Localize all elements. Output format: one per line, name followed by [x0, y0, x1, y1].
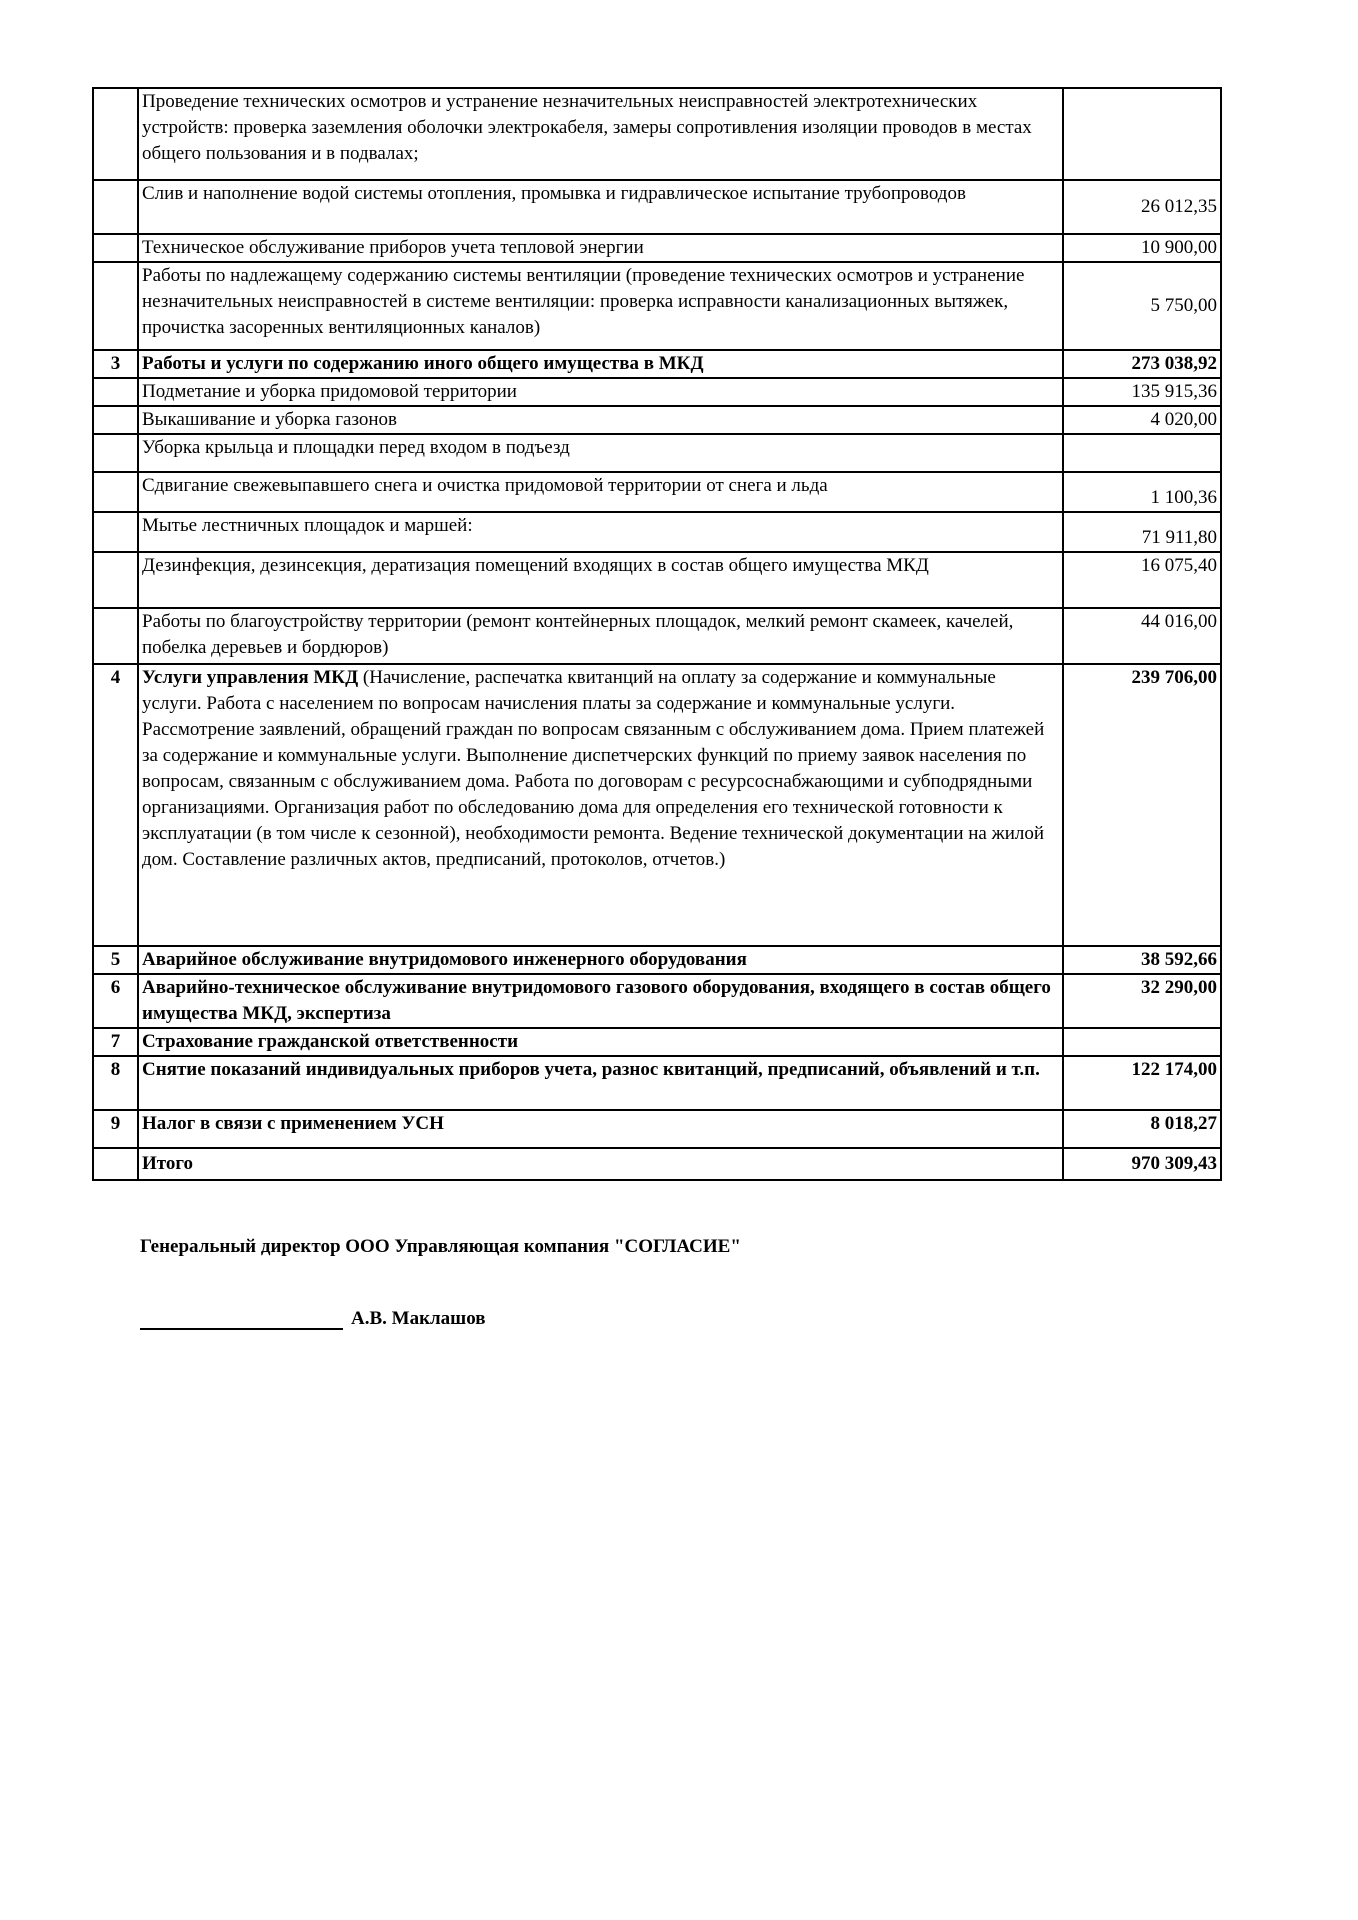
table-row	[93, 1110, 1221, 1148]
row-description: Аварийно-техническое обслуживание внутридомового газового оборудования, входящего в состав общего имущества МКД, экспертиза	[138, 974, 1063, 1028]
table-row	[93, 664, 1221, 946]
row-amount: 273 038,92	[1063, 350, 1221, 378]
row-amount: 16 075,40	[1063, 552, 1221, 608]
row-number: 5	[93, 946, 138, 974]
table-row	[93, 946, 1221, 974]
total-amount: 970 309,43	[1063, 1148, 1221, 1180]
row-amount: 239 706,00	[1063, 664, 1221, 946]
row-description: Работы и услуги по содержанию иного общего имущества в МКД	[138, 350, 1063, 378]
row-description: Налог в связи с применением УСН	[138, 1110, 1063, 1148]
row-number	[93, 472, 138, 512]
table-row	[93, 974, 1221, 1028]
row-amount	[1063, 434, 1221, 472]
row-number	[93, 378, 138, 406]
row-description: Страхование гражданской ответственности	[138, 1028, 1063, 1056]
row-amount: 135 915,36	[1063, 378, 1221, 406]
row-description	[138, 664, 1063, 946]
total-label: Итого	[138, 1148, 1063, 1180]
row-number	[93, 512, 138, 552]
row-description: Работы по благоустройству территории (ремонт контейнерных площадок, мелкий ремонт скамеек, качелей, побелка деревьев и бордюров)	[138, 608, 1063, 664]
signatory-name: А.В. Маклашов	[351, 1308, 486, 1329]
table-row	[93, 234, 1221, 262]
row-number: 4	[93, 664, 138, 946]
row-description: Дезинфекция, дезинсекция, дератизация помещений входящих в состав общего имущества МКД	[138, 552, 1063, 608]
table-row	[93, 1056, 1221, 1110]
row-amount	[1063, 1028, 1221, 1056]
row-amount: 10 900,00	[1063, 234, 1221, 262]
row-description: Мытье лестничных площадок и маршей:	[138, 512, 1063, 552]
table-row	[93, 378, 1221, 406]
row-description-bold: Услуги управления МКД	[142, 667, 359, 688]
table-row	[93, 1028, 1221, 1056]
signature-blank	[140, 1308, 343, 1330]
row-amount: 1 100,36	[1063, 472, 1221, 512]
row-number	[93, 88, 138, 180]
total-row	[93, 1148, 1221, 1180]
row-number	[93, 262, 138, 350]
row-amount: 38 592,66	[1063, 946, 1221, 974]
row-description: Техническое обслуживание приборов учета тепловой энергии	[138, 234, 1063, 262]
row-number: 3	[93, 350, 138, 378]
services-table	[92, 87, 1222, 1181]
table-row	[93, 512, 1221, 552]
row-description: Уборка крыльца и площадки перед входом в подъезд	[138, 434, 1063, 472]
row-number	[93, 552, 138, 608]
row-number: 7	[93, 1028, 138, 1056]
signature-line	[140, 1308, 486, 1330]
row-amount: 26 012,35	[1063, 180, 1221, 234]
row-amount	[1063, 88, 1221, 180]
row-description-detail: (Начисление, распечатка квитанций на оплату за содержание и коммунальные услуги. Работа с населением по вопросам начисления платы за содержание и коммунальные услуги. Рассмотрение заявлений, обращений граждан по вопросам связанным с обслуживанием дома. Прием платежей за содержание и коммунальные услуги. Выполнение диспетчерских функций по приему заявок населения по вопросам, связанным с обслуживанием дома. Работа по договорам с ресурсоснабжающими и субподрядными организациями. Организация работ по обследованию дома для определения его технической готовности к эксплуатации (в том числе к сезонной), необходимости ремонта. Ведение технической документации на жилой дом. Составление различных актов, предписаний, протоколов, отчетов.)	[142, 667, 1045, 870]
row-number: 6	[93, 974, 138, 1028]
row-amount: 122 174,00	[1063, 1056, 1221, 1110]
row-amount: 32 290,00	[1063, 974, 1221, 1028]
table-row	[93, 472, 1221, 512]
row-description: Слив и наполнение водой системы отопления, промывка и гидравлическое испытание трубопроводов	[138, 180, 1063, 234]
row-description: Сдвигание свежевыпавшего снега и очистка придомовой территории от снега и льда	[138, 472, 1063, 512]
row-description: Подметание и уборка придомовой территории	[138, 378, 1063, 406]
row-amount: 5 750,00	[1063, 262, 1221, 350]
row-amount: 71 911,80	[1063, 512, 1221, 552]
row-description: Проведение технических осмотров и устранение незначительных неисправностей электротехнических устройств: проверка заземления оболочки электрокабеля, замеры сопротивления изоляции проводов в местах общего пользования и в подвалах;	[138, 88, 1063, 180]
row-number	[93, 234, 138, 262]
table-row	[93, 180, 1221, 234]
row-description: Аварийное обслуживание внутридомового инженерного оборудования	[138, 946, 1063, 974]
row-amount: 8 018,27	[1063, 1110, 1221, 1148]
signatory-title: Генеральный директор ООО Управляющая компания "СОГЛАСИЕ"	[140, 1236, 741, 1257]
table-row	[93, 552, 1221, 608]
row-amount: 44 016,00	[1063, 608, 1221, 664]
table-row	[93, 434, 1221, 472]
row-number: 8	[93, 1056, 138, 1110]
row-number	[93, 406, 138, 434]
table-row	[93, 406, 1221, 434]
row-number: 9	[93, 1110, 138, 1148]
row-number	[93, 180, 138, 234]
row-description: Снятие показаний индивидуальных приборов учета, разнос квитанций, предписаний, объявлений и т.п.	[138, 1056, 1063, 1110]
row-number	[93, 608, 138, 664]
row-description: Выкашивание и уборка газонов	[138, 406, 1063, 434]
row-amount: 4 020,00	[1063, 406, 1221, 434]
table-row	[93, 608, 1221, 664]
table-row	[93, 262, 1221, 350]
table-row	[93, 350, 1221, 378]
row-description: Работы по надлежащему содержанию системы вентиляции (проведение технических осмотров и устранение незначительных неисправностей в системе вентиляции: проверка исправности канализационных вытяжек, прочистка засоренных вентиляционных каналов)	[138, 262, 1063, 350]
row-number	[93, 1148, 138, 1180]
table-row	[93, 88, 1221, 180]
row-number	[93, 434, 138, 472]
